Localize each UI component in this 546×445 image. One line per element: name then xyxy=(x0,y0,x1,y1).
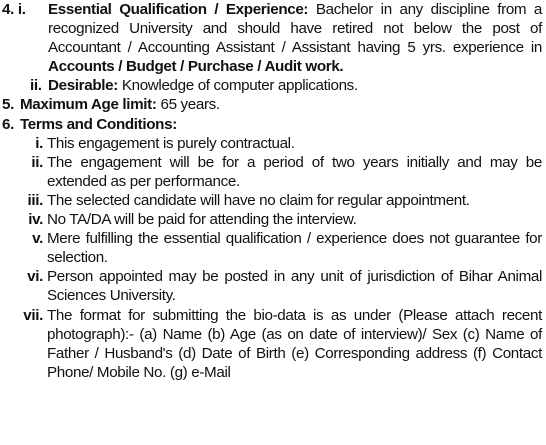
list-item-text: The format for submitting the bio-data is as under (Please attach recent photograph):- (a) Name (b) Age (as on date of interview)/ Sex (c) Name of Father / Husband's (d) Date of Birth (e) Corresponding address (f) Contact Phone/ Mobile No. (g) e-Mail xyxy=(47,306,542,381)
section-4-desirable xyxy=(2,76,542,95)
subsection-number: ii. xyxy=(30,77,42,95)
section-number: 6. xyxy=(2,115,14,133)
list-item-text: The selected candidate will have no claim for regular appointment. xyxy=(47,191,470,209)
terms-list-item xyxy=(2,229,542,267)
terms-list-item xyxy=(2,306,542,382)
list-item-number: vii. xyxy=(23,306,43,324)
section-body xyxy=(20,95,542,114)
section-number: 4. i. xyxy=(2,1,26,18)
section-4-essential-qualification xyxy=(2,0,542,76)
terms-list-item xyxy=(2,210,542,229)
list-item-text: No TA/DA will be paid for attending the interview. xyxy=(47,211,357,229)
list-item-number: v. xyxy=(32,230,43,248)
list-item-number: ii. xyxy=(31,153,43,171)
terms-list-item xyxy=(2,267,542,305)
section-bold-text: Accounts / Budget / Purchase / Audit work. xyxy=(48,58,344,76)
section-text: Bachelor in any discipline from a recognized University and should have retired not below the post of Accountant / Accounting Assistant / Assistant having 5 yrs. experience in xyxy=(48,1,543,57)
list-item-text: This engagement is purely contractual. xyxy=(47,134,295,152)
subsection-text: Knowledge of computer applications. xyxy=(117,77,358,95)
list-item-text: Mere fulfilling the essential qualification / experience does not guarantee for selection. xyxy=(47,230,542,267)
terms-list-item xyxy=(2,153,542,191)
section-text: 65 years. xyxy=(156,96,220,114)
subsection-heading: Desirable: xyxy=(48,77,118,95)
section-5-age-limit xyxy=(2,95,542,114)
list-item-text: Person appointed may be posted in any unit of jurisdiction of Bihar Animal Sciences University. xyxy=(47,268,542,305)
section-heading: Essential Qualification / Experience: xyxy=(48,1,309,18)
section-number: 5. xyxy=(2,96,14,114)
section-body xyxy=(48,0,542,76)
section-heading: Terms and Conditions: xyxy=(20,115,177,133)
list-item-number: iv. xyxy=(28,211,43,229)
section-6-terms xyxy=(2,115,542,134)
list-item-number: i. xyxy=(35,134,43,152)
subsection-body xyxy=(48,76,542,95)
list-item-number: iii. xyxy=(27,191,43,209)
list-item-text: The engagement will be for a period of two years initially and may be extended as per performance. xyxy=(47,153,542,190)
section-heading: Maximum Age limit: xyxy=(20,96,157,114)
terms-list-item xyxy=(2,191,542,210)
terms-list-item xyxy=(2,134,542,153)
list-item-number: vi. xyxy=(27,268,43,286)
